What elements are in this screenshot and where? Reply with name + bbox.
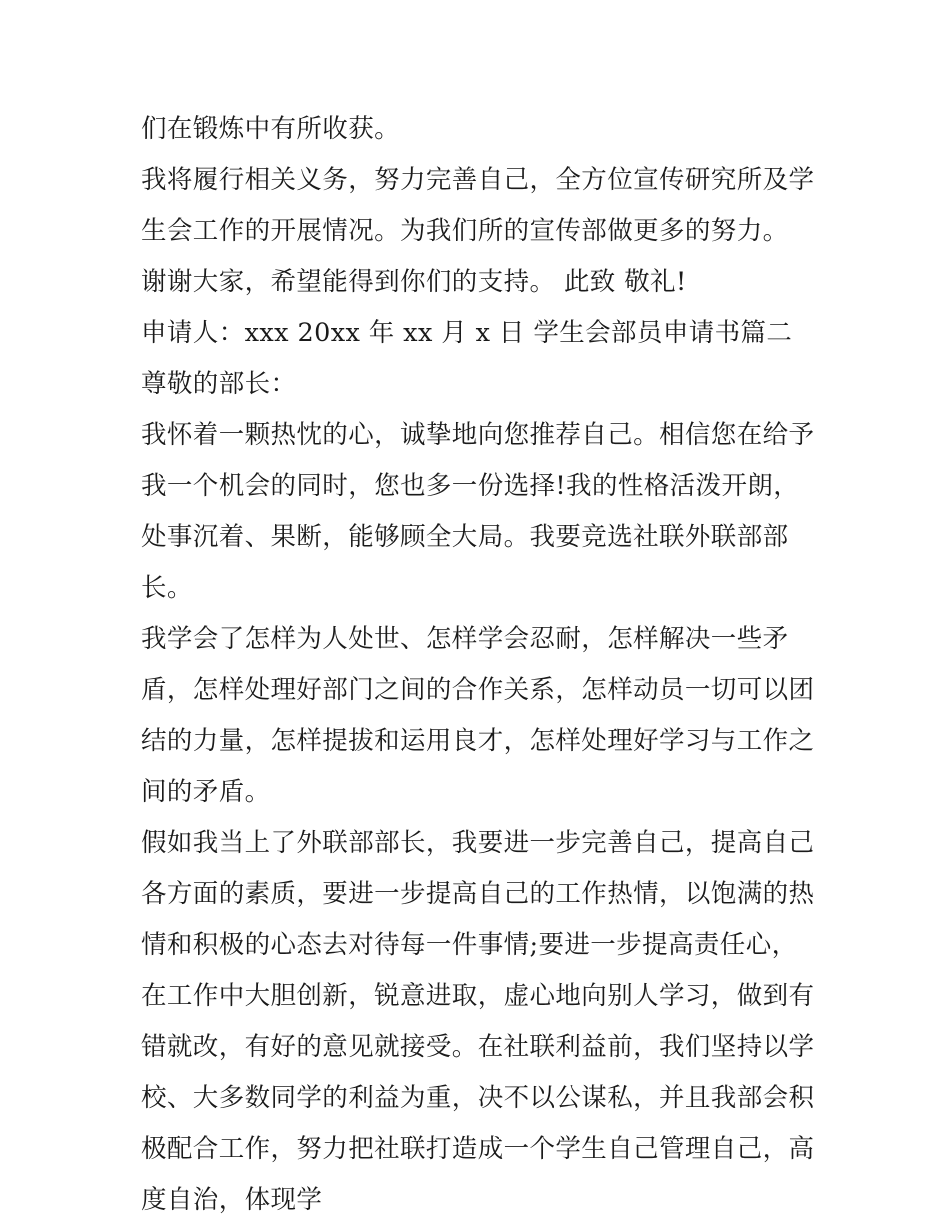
paragraph-3: 申请人：xxx 20xx 年 xx 月 x 日 学生会部员申请书篇二 尊敬的部长： [141,318,793,399]
paragraph-5: 我学会了怎样为人处世、怎样学会忍耐，怎样解决一些矛盾，怎样处理好部门之间的合作关系，怎样动员一切可以团结的力量，怎样提拔和运用良才，怎样处理好学习与工作之间的矛盾。 [141,624,815,807]
paragraph-6: 假如我当上了外联部部长，我要进一步完善自己，提高自己各方面的素质，要进一步提高自己的工作热情，以饱满的热情和积极的心态去对待每一件事情;要进一步提高责任心，在工作中大胆创新，锐意进取，虚心地向别人学习，做到有错就改，有好的意见就接受。在社联利益前，我们坚持以学校、大多数同学的利益为重，决不以公谋私，并且我部会积极配合工作，努力把社联打造成一个学生自己管理自己，高度自治，体现学 [141,828,815,1215]
paragraph-1: 们在锻炼中有所收获。 [141,114,401,144]
document-body [141,104,821,1226]
paragraph-4: 我怀着一颗热忱的心，诚挚地向您推荐自己。相信您在给予我一个机会的同时，您也多一份选择!我的性格活泼开朗，处事沉着、果断，能够顾全大局。我要竞选社联外联部部长。 [141,420,815,603]
paragraph-2: 我将履行相关义务，努力完善自己，全方位宣传研究所及学生会工作的开展情况。为我们所的宣传部做更多的努力。 谢谢大家，希望能得到你们的支持。 此致 敬礼! [141,165,815,297]
